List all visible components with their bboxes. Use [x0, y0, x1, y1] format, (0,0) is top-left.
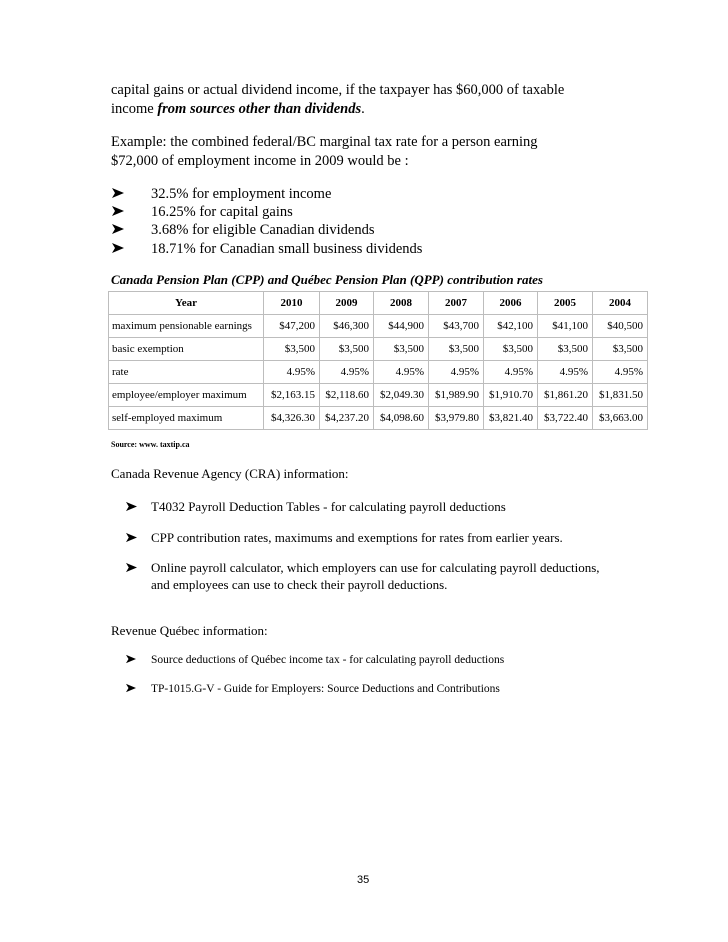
row-label: self-employed maximum [109, 407, 264, 430]
rate-bullet [111, 240, 423, 259]
contribution-rates-table [108, 291, 648, 430]
table-cell: $4,237.20 [320, 407, 374, 430]
cra-link-online-calculator[interactable]: Online payroll calculator, which employers can use for calculating payroll deductions, [151, 560, 600, 575]
rate-bullet [111, 203, 293, 222]
row-label: employee/employer maximum [109, 384, 264, 407]
arrow-bullet-icon [125, 532, 138, 543]
table-cell: $2,049.30 [374, 384, 429, 407]
table-cell: $3,663.00 [593, 407, 648, 430]
rate-bullet-text: 18.71% for Canadian small business dividends [151, 241, 423, 257]
table-cell: $41,100 [538, 315, 593, 338]
table-cell: $1,861.20 [538, 384, 593, 407]
rate-bullet-text: 16.25% for capital gains [151, 204, 293, 220]
rate-bullet-text: 3.68% for eligible Canadian dividends [151, 222, 375, 238]
cra-link-cpp-rates[interactable]: CPP contribution rates, maximums and exemptions for rates from earlier years. [151, 530, 563, 545]
table-cell: $43,700 [429, 315, 484, 338]
table-cell: $3,979.80 [429, 407, 484, 430]
table-cell: $3,500 [429, 338, 484, 361]
rq-link-source-deductions[interactable]: Source deductions of Québec income tax - for calculating payroll deductions [151, 654, 505, 666]
table-cell: $3,500 [593, 338, 648, 361]
table-row [109, 384, 648, 407]
cra-link-t4032[interactable]: T4032 Payroll Deduction Tables - for calculating payroll deductions [151, 499, 506, 514]
table-header-year: 2007 [429, 292, 484, 315]
table-cell: $3,500 [538, 338, 593, 361]
arrow-bullet-icon [111, 205, 125, 217]
row-label: basic exemption [109, 338, 264, 361]
cra-list-item [125, 559, 600, 576]
table-cell: $3,722.40 [538, 407, 593, 430]
table-cell: 4.95% [538, 361, 593, 384]
intro-paragraph [111, 81, 564, 119]
rate-bullet [111, 185, 332, 204]
arrow-bullet-icon [125, 683, 137, 693]
table-row [109, 338, 648, 361]
table-header-row [109, 292, 648, 315]
example-line-1: Example: the combined federal/BC marginal tax rate for a person earning [111, 134, 538, 150]
table-cell: $1,989.90 [429, 384, 484, 407]
table-cell: $1,910.70 [484, 384, 538, 407]
example-paragraph [111, 133, 538, 171]
table-header-year-label: Year [109, 292, 264, 315]
rate-bullet-text: 32.5% for employment income [151, 186, 332, 202]
cra-list-item [125, 498, 506, 515]
arrow-bullet-icon [125, 501, 138, 512]
arrow-bullet-icon [111, 223, 125, 235]
table-cell: $3,821.40 [484, 407, 538, 430]
row-label: rate [109, 361, 264, 384]
rq-list-item [125, 653, 505, 668]
table-cell: $4,098.60 [374, 407, 429, 430]
table-cell: $40,500 [593, 315, 648, 338]
example-line-2: $72,000 of employment income in 2009 would be : [111, 153, 409, 169]
table-header-year: 2009 [320, 292, 374, 315]
rq-link-tp-1015[interactable]: TP-1015.G-V - Guide for Employers: Source Deductions and Contributions [151, 683, 500, 695]
rq-heading: Revenue Québec information: [111, 623, 268, 638]
table-cell: $3,500 [264, 338, 320, 361]
rate-bullet [111, 221, 375, 240]
intro-line-2-suffix: . [361, 101, 365, 117]
row-label: maximum pensionable earnings [109, 315, 264, 338]
table-cell: $2,163.15 [264, 384, 320, 407]
table-cell: $42,100 [484, 315, 538, 338]
rq-list-item [125, 682, 500, 697]
table-cell: $3,500 [484, 338, 538, 361]
intro-emphasis: from sources other than dividends [157, 101, 362, 117]
table-header-year: 2006 [484, 292, 538, 315]
table-cell: $2,118.60 [320, 384, 374, 407]
table-cell: $4,326.30 [264, 407, 320, 430]
table-row [109, 315, 648, 338]
table-header-year: 2005 [538, 292, 593, 315]
table-title: Canada Pension Plan (CPP) and Québec Pension Plan (QPP) contribution rates [111, 272, 543, 287]
table-cell: $46,300 [320, 315, 374, 338]
table-header-year: 2004 [593, 292, 648, 315]
table-cell: $44,900 [374, 315, 429, 338]
table-cell: 4.95% [320, 361, 374, 384]
cra-online-calculator-line-2: and employees can use to check their payroll deductions. [151, 577, 448, 592]
table-header-year: 2010 [264, 292, 320, 315]
table-row [109, 407, 648, 430]
table-cell: 4.95% [484, 361, 538, 384]
table-header-year: 2008 [374, 292, 429, 315]
arrow-bullet-icon [111, 242, 125, 254]
table-row [109, 361, 648, 384]
arrow-bullet-icon [125, 654, 137, 664]
arrow-bullet-icon [125, 562, 138, 573]
cra-list-item [125, 529, 563, 546]
table-cell: 4.95% [429, 361, 484, 384]
table-cell: $47,200 [264, 315, 320, 338]
table-cell: 4.95% [593, 361, 648, 384]
page-number: 35 [357, 874, 370, 886]
intro-line-2-prefix: income [111, 101, 158, 117]
table-cell: $3,500 [320, 338, 374, 361]
table-cell: $3,500 [374, 338, 429, 361]
table-source: Source: www. taxtip.ca [111, 440, 190, 449]
table-cell: 4.95% [374, 361, 429, 384]
intro-line-2 [111, 100, 564, 119]
intro-line-1: capital gains or actual dividend income, if the taxpayer has $60,000 of taxable [111, 82, 565, 98]
cra-heading: Canada Revenue Agency (CRA) information: [111, 466, 349, 481]
table-cell: 4.95% [264, 361, 320, 384]
table-cell: $1,831.50 [593, 384, 648, 407]
arrow-bullet-icon [111, 187, 125, 199]
